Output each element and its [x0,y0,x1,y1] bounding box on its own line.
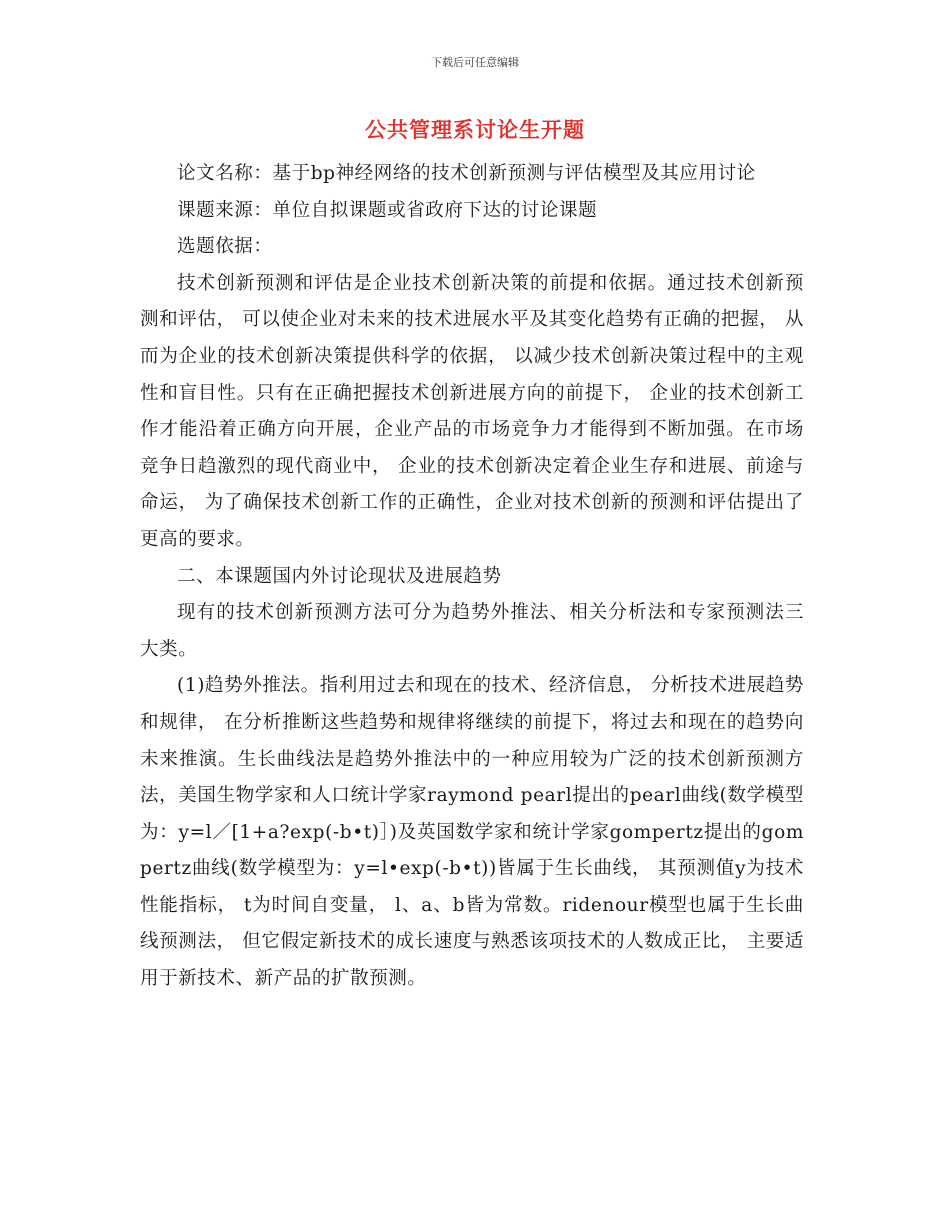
paragraph-methods-intro: 现有的技术创新预测方法可分为趋势外推法、相关分析法和专家预测法三大类。 [140,602,804,660]
paragraph-trend-extrapolation: (1)趋势外推法。指利用过去和现在的技术、经济信息， 分析技术进展趋势和规律， 在分析推断这些趋势和规律将继续的前提下，将过去和现在的趋势向未来推演。生长曲线法是趋势外推法中的一种应用较为广泛的技术创新预测方法，美国生物学家和人口统计学家raymond pearl提出的pearl曲线(数学模型为：y=l／[1+a?exp(-b•t)］)及英国数学家和统计学家gompertz提出的gompertz曲线(数学模型为：y=l•exp(-b•t))皆属于生长曲线， 其预测值y为技术性能指标， t为时间自变量， l、a、b皆为常数。ridenour模型也属于生长曲线预测法， 但它假定新技术的成长速度与熟悉该项技术的人数成正比， 主要适用于新技术、新产品的扩散预测。 [140,675,804,990]
paragraph-section-two-heading: 二、本课题国内外讨论现状及进展趋势 [177,565,502,587]
paragraph-basis-heading: 选题依据： [177,236,273,258]
header-note: 下载后可任意编辑 [431,56,519,69]
paragraph-thesis-name: 论文名称：基于bp神经网络的技术创新预测与评估模型及其应用讨论 [177,163,756,184]
document-body [140,156,804,998]
paragraph-topic-source: 课题来源：单位自拟课题或省政府下达的讨论课题 [177,199,598,221]
document-title: 公共管理系讨论生开题 [365,117,585,142]
paragraph-basis-body: 技术创新预测和评估是企业技术创新决策的前提和依据。通过技术创新预测和评估， 可以使企业对未来的技术进展水平及其变化趋势有正确的把握， 从而为企业的技术创新决策提供科学的依据， 以减少技术创新决策过程中的主观性和盲目性。只有在正确把握技术创新进展方向的前提下， 企业的技术创新工作才能沿着正确方向开展，企业产品的市场竞争力才能得到不断加强。在市场竞争日趋激烈的现代商业中， 企业的技术创新决定着企业生存和进展、前途与命运， 为了确保技术创新工作的正确性，企业对技术创新的预测和评估提出了更高的要求。 [140,272,804,550]
